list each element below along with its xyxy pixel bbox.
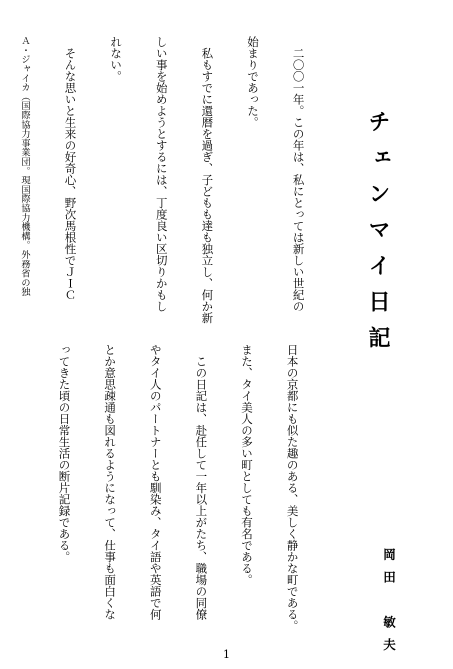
text-line: 始まりであった。 xyxy=(245,36,260,128)
top-text-block xyxy=(16,36,336,336)
text-line: そんな思いと生来の好奇心、野次馬根性でＪＩＣ xyxy=(63,36,78,301)
document-title: チェンマイ日記 xyxy=(365,110,390,362)
text-line: しい事を始めようとするには、丁度良い区切りかもし xyxy=(154,36,169,312)
text-line: やタイ人のパートナーとも馴染み、タイ語や英語で何 xyxy=(148,344,163,620)
text-line: ってきた頃の日常生活の断片記録である。 xyxy=(57,344,72,563)
text-line: この日記は、赴任して一年以上がたち、職場の同僚 xyxy=(194,344,209,620)
text-line: 私もすでに還暦を過ぎ、子どもも達も独立し、何か新 xyxy=(200,36,215,324)
bottom-text-block xyxy=(0,344,330,644)
text-line: また、タイ美人の多い町としても有名である。 xyxy=(239,344,254,586)
page-number: 1 xyxy=(223,648,230,661)
text-line: 日本の京都にも似た趣のある、美しく静かな町である。 xyxy=(285,344,300,632)
text-line: とか意思疎通も図れるようになって、仕事も面白くな xyxy=(103,344,118,620)
text-line: 二〇〇一年。この年は、私にとっては新しい世紀の xyxy=(291,36,306,312)
author-name: 岡田 敏夫 xyxy=(381,548,397,661)
text-line: れない。 xyxy=(109,36,124,82)
text-line: Ａ・ジャイカ（国際協力事業団。現国際協力機構。外務省の独 xyxy=(18,36,30,297)
